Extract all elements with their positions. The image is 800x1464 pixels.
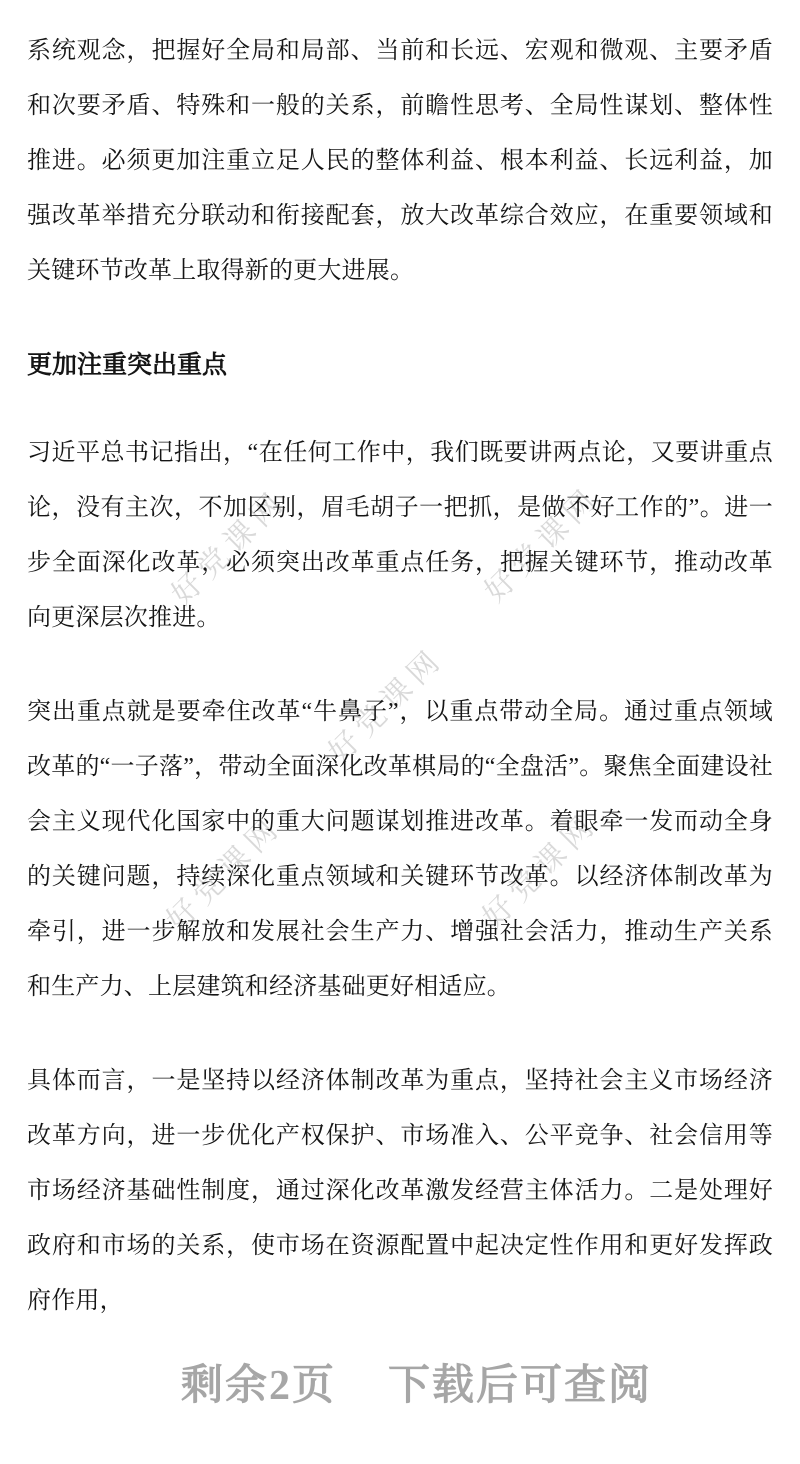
body-paragraph: 具体而言，一是坚持以经济体制改革为重点，坚持社会主义市场经济改革方向，进一步优化产权保护、市场准入、公平竞争、社会信用等市场经济基础性制度，通过深化改革激发经营主体活力。二是处理好政府和市场的关系，使市场在资源配置中起决定性作用和更好发挥政府作用， — [27, 1068, 773, 1314]
watermark-text: 好党课网 — [160, 809, 289, 938]
body-paragraph: 系统观念，把握好全局和局部、当前和长远、宏观和微观、主要矛盾和次要矛盾、特殊和一般的关系，前瞻性思考、全局性谋划、整体性推进。必须更加注重立足人民的整体利益、根本利益、长远利益，加强改革举措充分联动和衔接配套，放大改革综合效应，在重要领域和关键环节改革上取得新的更大进展。 — [27, 38, 773, 284]
body-paragraph: 突出重点就是要牵住改革“牛鼻子”，以重点带动全局。通过重点领域改革的“一子落”，带动全面深化改革棋局的“全盘活”。聚焦全面建设社会主义现代化国家中的重大问题谋划推进改革。着眼牵一发而动全身的关键问题，持续深化重点领域和关键环节改革。以经济体制改革为牵引，进一步解放和发展社会生产力、增强社会活力，推动生产关系和生产力、上层建筑和经济基础更好相适应。 — [27, 699, 773, 1000]
pages-remaining-label: 剩余2页 — [180, 1363, 336, 1409]
download-hint-label: 下载后可查阅 — [388, 1363, 653, 1409]
watermark-text: 好党课网 — [322, 641, 451, 770]
remaining-pages-banner[interactable] — [0, 1356, 800, 1416]
body-paragraph: 习近平总书记指出，“在任何工作中，我们既要讲两点论，又要讲重点论，没有主次，不加区别，眉毛胡子一把抓，是做不好工作的”。进一步全面深化改革，必须突出改革重点任务，把握关键环节，推动改革向更深层次推进。 — [27, 440, 773, 631]
watermark-text: 好党课网 — [478, 480, 607, 609]
watermark-text: 好党课网 — [476, 806, 605, 935]
watermark-text: 好党课网 — [165, 483, 294, 612]
document-content — [27, 24, 773, 1368]
section-heading: 更加注重突出重点 — [27, 351, 228, 379]
